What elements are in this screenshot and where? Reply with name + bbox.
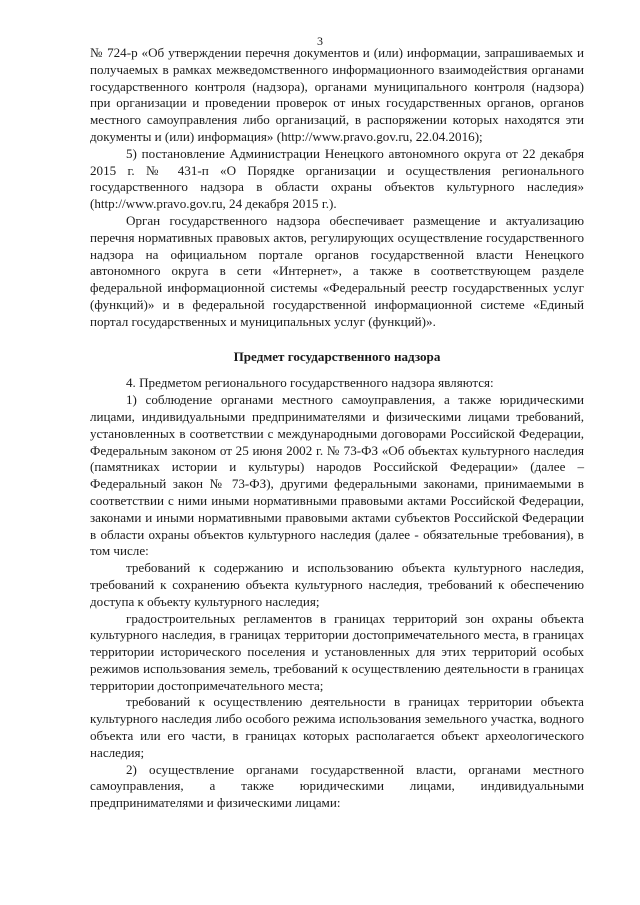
paragraph-requirement-2: градостроительных регламентов в границах территорий зон охраны объекта культурного наследия, в границах территории достопримечательного места, в границах территории исторического поселения и установленных для этих территорий особых режимов использования земель, требований к осуществлению деятельности в границах территории достопримечательного места; [90, 610, 584, 693]
document-body [90, 45, 584, 812]
section-heading: Предмет государственного надзора [233, 348, 441, 364]
paragraph-item-4: 4. Предметом регионального государственного надзора являются: [126, 375, 494, 391]
paragraph-intro: № 724-р «Об утверждении перечня документов и (или) информации, запрашиваемых и получаемых в рамках межведомственного информационного взаимодействия органами государственного контроля (надзора), органами муниципального контроля (надзора) при организации и проведении проверок от иных государственных органов, органов местного самоуправления либо организаций, в распоряжении которых находятся эти документы и (или) информация» (http://www.pravo.gov.ru, 22.04.2016); [90, 45, 584, 144]
paragraph-item-4-2: 2) осуществление органами государственной власти, органами местного самоуправления, а также юридическими лицами, индивидуальными предпринимателями и физическими лицами: [90, 761, 584, 811]
paragraph-item-4-1: 1) соблюдение органами местного самоуправления, а также юридическими лицами, индивидуальными предпринимателями и физическими лицами требований, установленных в соответствии с международными договорами Российской Федерации, Федеральным законом от 25 июня 2002 г. № 73-ФЗ «Об объектах культурного наследия (памятниках истории и культуры) народов Российской Федерации» (далее – Федеральный закон № 73-ФЗ), другими федеральными законами, принимаемыми в соответствии с ними иными нормативными правовыми актами Российской Федерации, законами и иными нормативными правовыми актами субъектов Российской Федерации в области охраны объектов культурного наследия (далее - обязательные требования), в том числе: [90, 392, 584, 559]
paragraph-requirement-1: требований к содержанию и использованию объекта культурного наследия, требований к сохранению объекта культурного наследия, требований к обеспечению доступа к объекту культурного наследия; [90, 560, 584, 609]
paragraph-organ: Орган государственного надзора обеспечивает размещение и актуализацию перечня нормативных правовых актов, регулирующих осуществление государственного надзора на официальном портале органов государственной власти Ненецкого автономного округа в сети «Интернет», а также в соответствующем разделе федеральной информационной системы «Федеральный реестр государственных услуг (функций)» и в федеральной государственной информационной системе «Единый портал государственных и муниципальных услуг (функций)». [90, 212, 584, 329]
page-number: 3 [317, 34, 323, 48]
paragraph-item-5: 5) постановление Администрации Ненецкого автономного округа от 22 декабря 2015 г. № 431-п «О Порядке организации и осуществления регионального государственного надзора в области охраны объектов культурного наследия» (http://www.pravo.gov.ru, 24 декабря 2015 г.). [90, 145, 584, 212]
paragraph-requirement-3: требований к осуществлению деятельности в границах территории объекта культурного наследия либо особого режима использования земельного участка, водного объекта или его части, в границах которых располагается объект археологического наследия; [90, 694, 584, 760]
